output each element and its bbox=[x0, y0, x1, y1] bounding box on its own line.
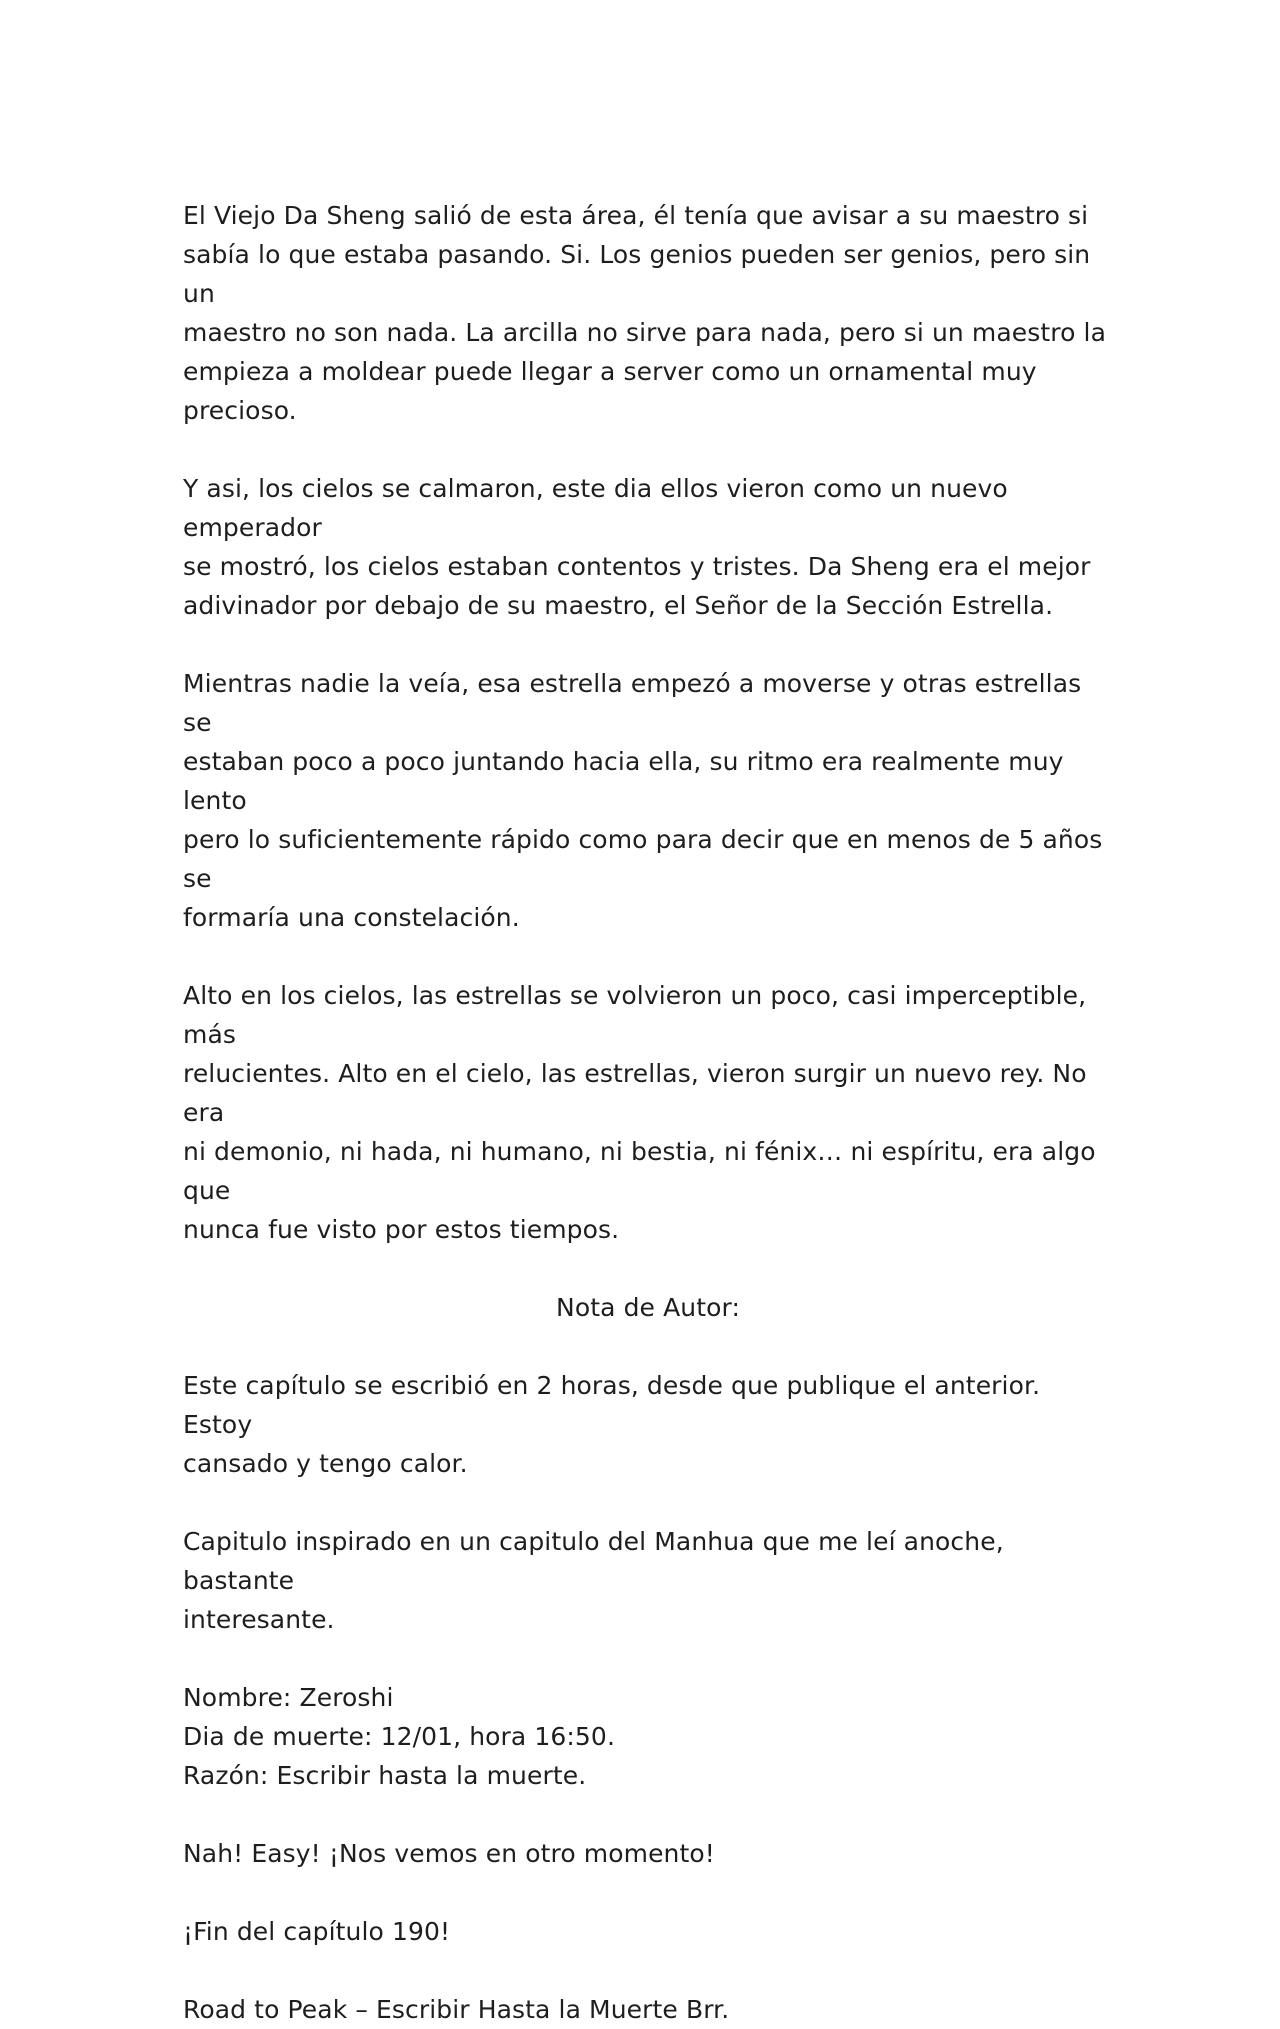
chapter-end-line: ¡Fin del capítulo 190! bbox=[183, 1917, 451, 1946]
text-line: Capitulo inspirado en un capitulo del Manhua que me leí anoche, bastante bbox=[183, 1527, 1004, 1595]
text-line: ni demonio, ni hada, ni humano, ni bestia, ni fénix… ni espíritu, era algo que bbox=[183, 1137, 1096, 1205]
text-line: adivinador por debajo de su maestro, el Señor de la Sección Estrella. bbox=[183, 591, 1054, 620]
farewell-line: Nah! Easy! ¡Nos vemos en otro momento! bbox=[183, 1839, 715, 1868]
story-paragraph-1 bbox=[183, 196, 1113, 430]
text-line: Este capítulo se escribió en 2 horas, desde que publique el anterior. Estoy bbox=[183, 1371, 1041, 1439]
reason-line: Razón: Escribir hasta la muerte. bbox=[183, 1761, 587, 1790]
text-line: maestro no son nada. La arcilla no sirve para nada, pero si un maestro la bbox=[183, 318, 1107, 347]
signature-line: Road to Peak – Escribir Hasta la Muerte Brr. bbox=[183, 1995, 730, 2024]
story-paragraph-2 bbox=[183, 469, 1113, 625]
story-paragraph-4 bbox=[183, 976, 1113, 1249]
text-line: Alto en los cielos, las estrellas se volvieron un poco, casi imperceptible, más bbox=[183, 981, 1087, 1049]
text-line: se mostró, los cielos estaban contentos y tristes. Da Sheng era el mejor bbox=[183, 552, 1091, 581]
text-line: El Viejo Da Sheng salió de esta área, él tenía que avisar a su maestro si bbox=[183, 201, 1089, 230]
author-note-paragraph-2 bbox=[183, 1522, 1113, 1639]
author-note-heading: Nota de Autor: bbox=[556, 1293, 740, 1322]
author-info-block bbox=[183, 1678, 1113, 1795]
text-line: formaría una constelación. bbox=[183, 903, 520, 932]
author-note-paragraph-1 bbox=[183, 1366, 1113, 1483]
story-paragraph-3 bbox=[183, 664, 1113, 937]
death-day-line: Dia de muerte: 12/01, hora 16:50. bbox=[183, 1722, 615, 1751]
text-line: sabía lo que estaba pasando. Si. Los genios pueden ser genios, pero sin un bbox=[183, 240, 1091, 308]
author-name-line: Nombre: Zeroshi bbox=[183, 1683, 394, 1712]
text-line: interesante. bbox=[183, 1605, 335, 1634]
text-line: estaban poco a poco juntando hacia ella, su ritmo era realmente muy lento bbox=[183, 747, 1064, 815]
text-line: empieza a moldear puede llegar a server como un ornamental muy precioso. bbox=[183, 357, 1037, 425]
text-line: relucientes. Alto en el cielo, las estrellas, vieron surgir un nuevo rey. No era bbox=[183, 1059, 1087, 1127]
text-line: Mientras nadie la veía, esa estrella empezó a moverse y otras estrellas se bbox=[183, 669, 1082, 737]
text-line: pero lo suficientemente rápido como para decir que en menos de 5 años se bbox=[183, 825, 1103, 893]
text-line: cansado y tengo calor. bbox=[183, 1449, 468, 1478]
text-line: Y asi, los cielos se calmaron, este dia ellos vieron como un nuevo emperador bbox=[183, 474, 1008, 542]
text-line: nunca fue visto por estos tiempos. bbox=[183, 1215, 620, 1244]
document-page bbox=[183, 196, 1113, 2029]
